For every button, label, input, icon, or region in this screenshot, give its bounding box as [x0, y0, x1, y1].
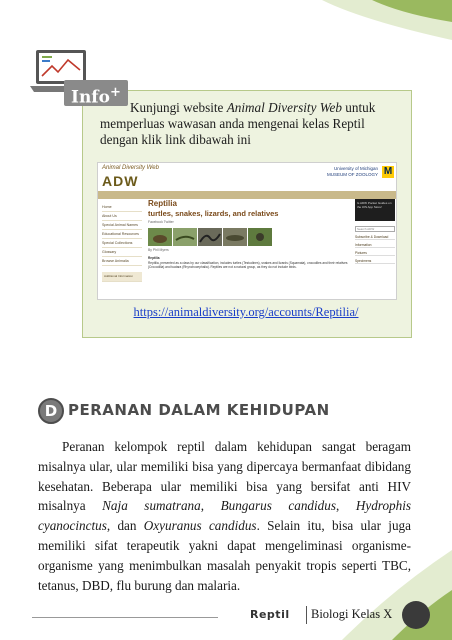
screenshot-paragraph: Reptilia Reptilia, presented as a class by our classification, includes turtles (Testudines), snakes and lizards (Squamata), crocodiles and their relatives (Crocodilia) and tuatara (Rhynchocephalia). Reptiles are not a natural group, as they do not include birds.	[148, 256, 348, 269]
sidebar-item: Special Collections	[102, 239, 142, 248]
section-letter-badge: D	[38, 398, 64, 424]
photo-strip	[148, 228, 348, 246]
reptilia-link[interactable]: https://animaldiversity.org/accounts/Reptilia/	[133, 305, 359, 319]
photo-lizard	[173, 228, 197, 246]
corner-decoration-top	[302, 0, 452, 70]
photo-reptile	[248, 228, 272, 246]
right-item: Specimens	[355, 259, 395, 264]
photo-crocodile	[223, 228, 247, 246]
section-title: PERANAN DALAM KEHIDUPAN	[68, 401, 330, 419]
screenshot-heading: Reptilia	[148, 199, 177, 208]
species-naja: Naja sumatrana	[102, 498, 201, 514]
footer-chapter: Reptil	[250, 608, 290, 621]
sidebar-item: Home	[102, 203, 142, 212]
footer-subject: Biologi Kelas X	[311, 607, 393, 621]
screenshot-subheading: turtles, snakes, lizards, and relatives	[148, 209, 279, 218]
screenshot-navbar	[98, 191, 397, 199]
search-box: Search ADW	[355, 226, 395, 232]
sidebar-item: About Us	[102, 212, 142, 221]
right-item: Subscribe & Download	[355, 235, 395, 240]
share-row: Facebook Twitter	[148, 220, 174, 224]
screenshot-header	[98, 163, 397, 191]
species-bungarus: Bungarus candidus	[220, 498, 336, 514]
site-name: Animal Diversity Web	[226, 100, 342, 115]
screenshot-byline: By Phil Myers	[148, 248, 169, 252]
screenshot-main	[148, 199, 348, 299]
footer-line	[32, 617, 218, 618]
species-oxyuranus: Oxyuranus candidus	[143, 518, 257, 534]
umich-logo-icon: M	[383, 166, 393, 177]
sidebar-item: Educational Resources	[102, 230, 142, 239]
footer-separator	[306, 606, 307, 624]
species-hydrophis: Hydrophis cyanocinctus	[38, 498, 412, 534]
adw-logo: ADW	[102, 173, 139, 189]
adw-screenshot	[97, 162, 397, 300]
info-label: Info+	[64, 80, 128, 106]
sidebar-box: Additional Information	[102, 272, 142, 282]
photo-snake	[198, 228, 222, 246]
screenshot-sidebar	[102, 203, 142, 282]
university-label: University of Michigan MUSEUM OF ZOOLOGY	[326, 166, 378, 177]
screenshot-right-column	[355, 199, 395, 299]
sidebar-item: Special Animal Names	[102, 221, 142, 230]
right-item: Pictures	[355, 251, 395, 256]
promo-box: Is ADW Pocket Guides on the iOS App Store!	[355, 199, 395, 221]
body-paragraph: Peranan kelompok reptil dalam kehidupan sangat beragam misalnya ular, ular memiliki bisa yang dipercaya bermanfaat dibidang kesehatan. Beberapa ular memiliki bisa yang bersifat anti HIV misalnya Naja sumatrana, Bungarus candidus, Hydrophis cyanocinctus, dan Oxyuranus candidus. Selain itu, bisa ular juga memiliki sifat terapeutik yakni dapat mengeliminasi organisme-organisme yang menimbulkan masalah penyakit tropis seperti TBC, tetanus, DBD, flu burung dan malaria.	[38, 439, 412, 593]
photo-turtle	[148, 228, 172, 246]
screenshot-site-title: Animal Diversity Web	[102, 165, 159, 171]
right-item: Information	[355, 243, 395, 248]
sidebar-item: Browse Animalia	[102, 257, 142, 266]
info-text: Kunjungi website Animal Diversity Web untuk memperluas wawasan anda mengenai kelas Reptil dengan klik link dibawah ini	[100, 100, 376, 147]
footer-page-circle	[402, 601, 430, 629]
sidebar-item: Glossary	[102, 248, 142, 257]
